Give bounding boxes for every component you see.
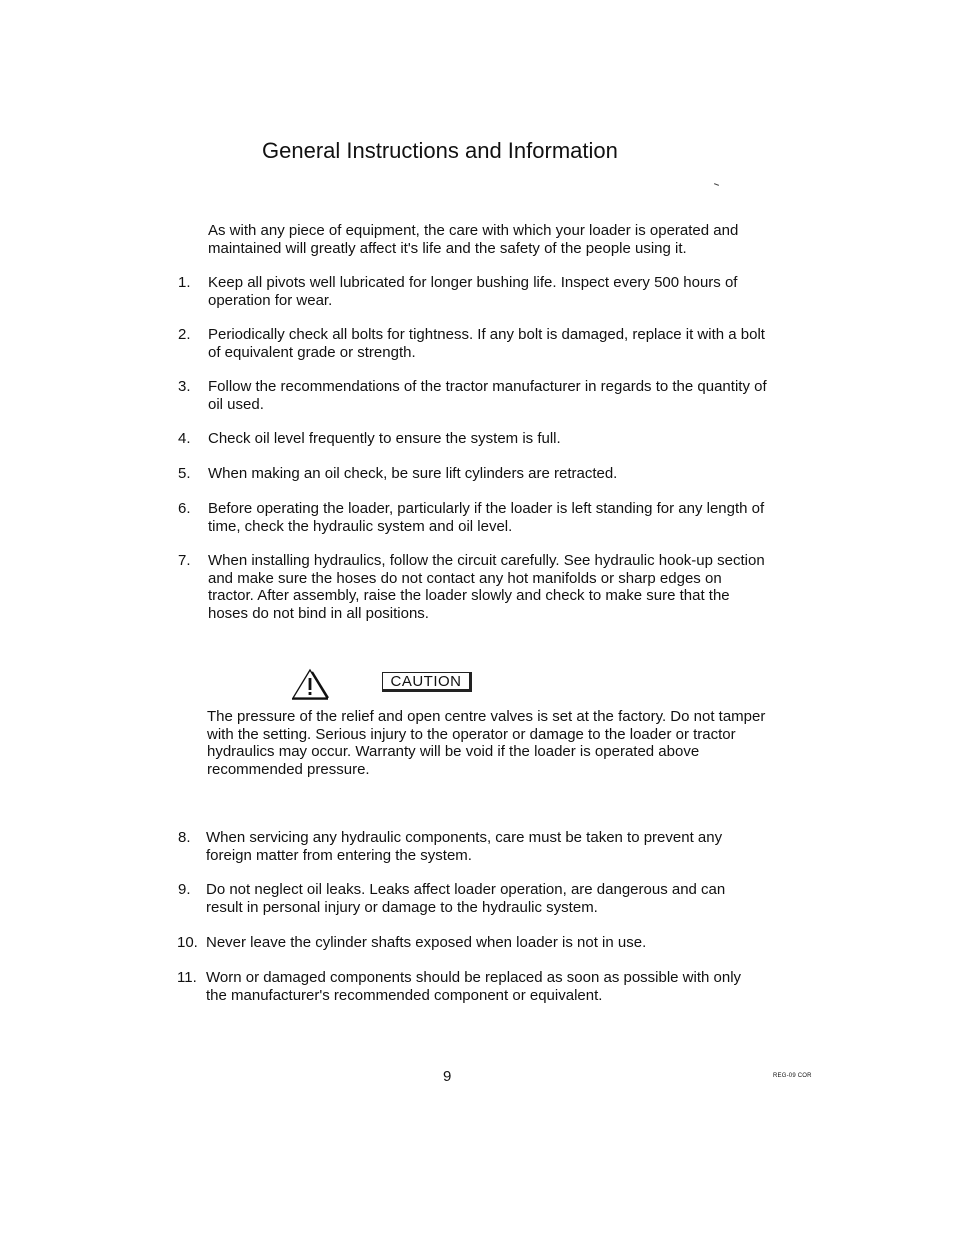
item-number: 4. xyxy=(178,430,191,447)
warning-triangle-icon xyxy=(290,668,330,700)
item-text: When servicing any hydraulic components, care must be taken to prevent any foreign matter from entering the system. xyxy=(206,829,723,864)
caution-text: The pressure of the relief and open centre valves is set at the factory. Do not tamper with the setting. Serious injury to the operator or damage to the loader or tractor hydraulics may occur. Warranty will be void if the loader is operated above recommended pressure. xyxy=(207,708,766,778)
item-number: 7. xyxy=(178,552,191,569)
item-number: 6. xyxy=(178,500,191,517)
item-text: Periodically check all bolts for tightness. If any bolt is damaged, replace it with a bolt of equivalent grade or strength. xyxy=(208,326,765,361)
document-code: REG-09 COR xyxy=(773,1073,812,1079)
intro-paragraph: As with any piece of equipment, the care with which your loader is operated and maintained will greatly affect it's life and the safety of the people using it. xyxy=(208,222,739,257)
item-number: 5. xyxy=(178,465,191,482)
item-text: When making an oil check, be sure lift cylinders are retracted. xyxy=(208,465,618,482)
item-number: 11. xyxy=(177,969,197,986)
item-number: 8. xyxy=(178,829,191,846)
scan-mark xyxy=(714,183,719,186)
item-number: 10. xyxy=(177,934,198,951)
item-number: 1. xyxy=(178,274,191,291)
item-text: When installing hydraulics, follow the circuit carefully. See hydraulic hook-up section and make sure the hoses do not contact any hot manifolds or sharp edges on tractor. After assembly, raise the loader slowly and check to make sure that the hoses do not bind in all positions. xyxy=(208,552,765,622)
caution-label: CAUTION xyxy=(382,672,472,692)
item-text: Worn or damaged components should be replaced as soon as possible with only the manufacturer's recommended component or equivalent. xyxy=(206,969,742,1004)
item-text: Before operating the loader, particularly if the loader is left standing for any length of time, check the hydraulic system and oil level. xyxy=(208,500,765,535)
item-text: Never leave the cylinder shafts exposed when loader is not in use. xyxy=(206,934,647,951)
page-number: 9 xyxy=(443,1068,452,1085)
item-text: Check oil level frequently to ensure the system is full. xyxy=(208,430,561,447)
item-number: 3. xyxy=(178,378,191,395)
page-title: General Instructions and Information xyxy=(262,138,618,163)
item-number: 2. xyxy=(178,326,191,343)
item-text: Follow the recommendations of the tractor manufacturer in regards to the quantity of oil used. xyxy=(208,378,767,413)
item-text: Keep all pivots well lubricated for longer bushing life. Inspect every 500 hours of operation for wear. xyxy=(208,274,738,309)
item-text: Do not neglect oil leaks. Leaks affect loader operation, are dangerous and can result in personal injury or damage to the hydraulic system. xyxy=(206,881,726,916)
item-number: 9. xyxy=(178,881,191,898)
